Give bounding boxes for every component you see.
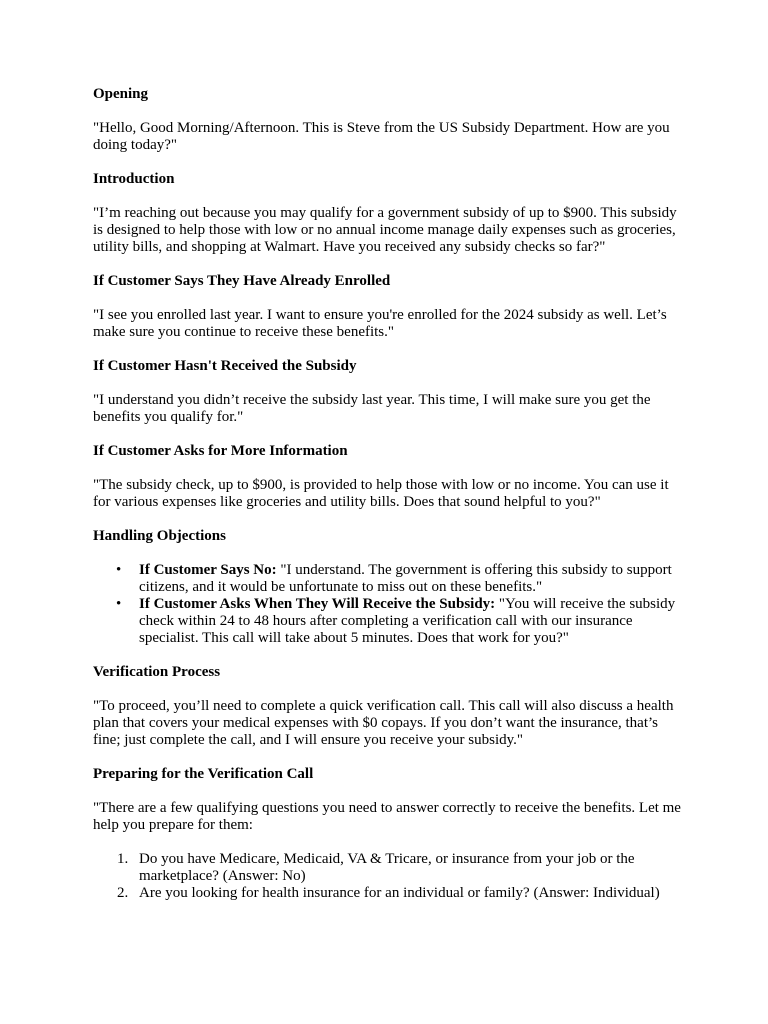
- question-text: Do you have Medicare, Medicaid, VA & Tricare, or insurance from your job or the marketplace? (Answer: No): [139, 851, 635, 884]
- paragraph-already-enrolled: "I see you enrolled last year. I want to ensure you're enrolled for the 2024 subsidy as well. Let’s make sure you continue to receive these benefits.": [93, 307, 667, 340]
- heading-objections: Handling Objections: [93, 528, 226, 544]
- heading-verification: Verification Process: [93, 664, 221, 680]
- paragraph-verification: "To proceed, you’ll need to complete a quick verification call. This call will also discuss a health plan that covers your medical expenses with $0 copays. If you don’t want the insurance, that’s fine; just complete the call, and I will ensure you receive your subsidy.": [93, 698, 674, 748]
- list-number: 2.: [117, 885, 129, 901]
- objections-list: [93, 562, 683, 647]
- paragraph-more-info: "The subsidy check, up to $900, is provided to help those with low or no income. You can use it for various expenses like groceries and utility bills. Does that sound helpful to you?": [93, 477, 669, 510]
- heading-already-enrolled: If Customer Says They Have Already Enrolled: [93, 273, 391, 289]
- heading-opening: Opening: [93, 86, 149, 102]
- paragraph-not-received: "I understand you didn’t receive the subsidy last year. This time, I will make sure you get the benefits you qualify for.": [93, 392, 651, 425]
- document-page: [93, 86, 683, 902]
- objection-lead: If Customer Says No:: [139, 562, 277, 578]
- paragraph-preparing: "There are a few qualifying questions you need to answer correctly to receive the benefits. Let me help you prepare for them:: [93, 800, 681, 833]
- qualifying-questions-list: [93, 851, 683, 902]
- list-item: [117, 851, 683, 885]
- heading-preparing: Preparing for the Verification Call: [93, 766, 314, 782]
- question-text: Are you looking for health insurance for an individual or family? (Answer: Individual): [139, 885, 660, 901]
- paragraph-introduction: "I’m reaching out because you may qualify for a government subsidy of up to $900. This subsidy is designed to help those with low or no annual income manage daily expenses such as groceries, utility bills, and shopping at Walmart. Have you received any subsidy checks so far?": [93, 205, 677, 255]
- objection-text: "You will receive the subsidy check within 24 to 48 hours after completing a verification call with our insurance specialist. This call will take about 5 minutes. Does that work for you?": [139, 596, 676, 646]
- list-item: [117, 885, 683, 902]
- list-number: 1.: [117, 851, 129, 867]
- paragraph-opening: "Hello, Good Morning/Afternoon. This is Steve from the US Subsidy Department. How are you doing today?": [93, 120, 670, 153]
- list-item: [116, 562, 683, 596]
- objection-lead: If Customer Asks When They Will Receive the Subsidy:: [139, 596, 496, 612]
- bullet-marker: •: [116, 562, 122, 578]
- objection-text: "I understand. The government is offering this subsidy to support citizens, and it would be unfortunate to miss out on these benefits.": [139, 562, 672, 595]
- heading-more-info: If Customer Asks for More Information: [93, 443, 348, 459]
- heading-not-received: If Customer Hasn't Received the Subsidy: [93, 358, 357, 374]
- heading-introduction: Introduction: [93, 171, 175, 187]
- bullet-marker: •: [116, 596, 122, 612]
- list-item: [116, 596, 683, 647]
